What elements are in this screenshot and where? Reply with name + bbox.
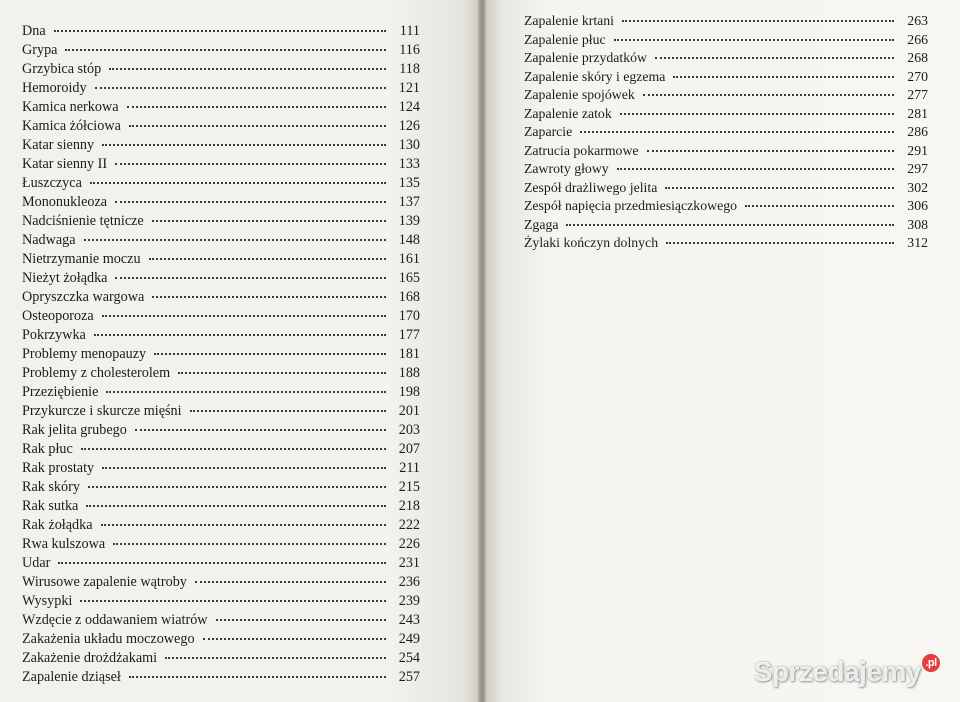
toc-entry-title: Rak żołądka [22, 517, 93, 533]
toc-entry [524, 68, 928, 87]
toc-entry [22, 630, 420, 649]
toc-entry-page-number: 222 [398, 517, 420, 533]
toc-entry [22, 497, 420, 516]
dot-leader [673, 76, 894, 78]
toc-entry [22, 535, 420, 554]
watermark-suffix: .pl [922, 654, 940, 672]
toc-entry-title: Rak płuc [22, 441, 73, 457]
toc-entry-title: Mononukleoza [22, 194, 108, 210]
toc-entry-title: Zapalenie spojówek [524, 87, 635, 102]
toc-entry-page-number: 286 [907, 124, 928, 139]
toc-entry-page-number: 302 [907, 179, 928, 195]
toc-entry-title: Łuszczyca [22, 175, 82, 191]
toc-entry-page-number: 126 [398, 118, 420, 134]
dot-leader [129, 676, 386, 678]
toc-entry [524, 142, 928, 161]
toc-entry-title: Zapalenie zatok [524, 105, 612, 121]
toc-entry [524, 12, 928, 31]
toc-entry-page-number: 312 [907, 235, 928, 250]
dot-leader [620, 113, 894, 115]
toc-entry [524, 160, 928, 179]
toc-entry [22, 345, 420, 364]
dot-leader [95, 87, 386, 89]
toc-entry [22, 231, 420, 250]
toc-entry-page-number: 188 [398, 365, 420, 381]
dot-leader [94, 334, 386, 336]
toc-entry [22, 250, 420, 269]
toc-entry-title: Pokrzywka [22, 327, 86, 343]
toc-entry-title: Problemy z cholesterolem [22, 365, 171, 381]
toc-entry-title: Kamica nerkowa [22, 99, 119, 115]
toc-entry-title: Rak prostaty [22, 460, 95, 476]
toc-entry [22, 440, 420, 459]
toc-list-right [524, 12, 928, 253]
toc-entry [22, 402, 420, 421]
toc-entry [524, 179, 928, 198]
toc-entry-page-number: 254 [398, 650, 420, 666]
dot-leader [106, 391, 386, 393]
toc-entry-page-number: 168 [398, 289, 420, 305]
toc-entry-title: Zakażenie drożdżakami [22, 650, 158, 666]
toc-entry [22, 573, 420, 592]
toc-entry-title: Zgaga [524, 216, 559, 232]
toc-entry [22, 668, 420, 687]
toc-entry [22, 193, 420, 212]
toc-entry-page-number: 215 [398, 479, 420, 495]
dot-leader [84, 239, 386, 241]
dot-leader [152, 296, 386, 298]
toc-entry-page-number: 239 [398, 593, 420, 609]
toc-entry-title: Rwa kulszowa [22, 536, 106, 552]
toc-entry-page-number: 266 [907, 31, 928, 47]
toc-entry-page-number: 257 [398, 669, 420, 685]
toc-entry-page-number: 291 [907, 142, 928, 158]
toc-entry-page-number: 226 [398, 536, 420, 552]
toc-entry-title: Kamica żółciowa [22, 118, 121, 134]
dot-leader [129, 125, 386, 127]
dot-leader [88, 486, 386, 488]
toc-entry-page-number: 277 [907, 87, 928, 102]
toc-entry-title: Katar sienny [22, 137, 95, 153]
toc-entry-title: Przykurcze i skurcze mięśni [22, 403, 182, 419]
dot-leader [127, 106, 386, 108]
toc-entry-title: Hemoroidy [22, 80, 87, 96]
toc-entry [22, 41, 420, 60]
toc-entry [22, 22, 420, 41]
dot-leader [115, 277, 386, 279]
right-page [482, 0, 960, 702]
toc-entry-title: Zespół napięcia przedmiesiączkowego [524, 198, 737, 213]
toc-entry-page-number: 124 [398, 99, 420, 115]
dot-leader [90, 182, 386, 184]
toc-entry-title: Grzybica stóp [22, 61, 102, 77]
toc-entry-title: Osteoporoza [22, 308, 94, 324]
toc-entry [22, 212, 420, 231]
dot-leader [101, 524, 386, 526]
book-gutter [478, 0, 486, 702]
toc-entry [22, 421, 420, 440]
toc-entry-page-number: 270 [907, 68, 928, 84]
dot-leader [190, 410, 386, 412]
toc-entry [22, 592, 420, 611]
toc-entry-title: Wirusowe zapalenie wątroby [22, 574, 187, 590]
toc-entry-title: Rak jelita grubego [22, 422, 127, 438]
dot-leader [647, 150, 894, 152]
dot-leader [113, 543, 386, 545]
dot-leader [203, 638, 386, 640]
toc-entry-title: Zatrucia pokarmowe [524, 142, 639, 158]
dot-leader [58, 562, 386, 564]
toc-entry [22, 364, 420, 383]
dot-leader [109, 68, 386, 70]
toc-entry [524, 31, 928, 50]
toc-entry-title: Zawroty głowy [524, 161, 609, 176]
dot-leader [617, 168, 894, 170]
dot-leader [566, 224, 894, 226]
dot-leader [580, 131, 894, 133]
toc-entry [22, 174, 420, 193]
dot-leader [115, 163, 386, 165]
toc-entry [22, 155, 420, 174]
dot-leader [135, 429, 386, 431]
toc-list-left [22, 22, 420, 687]
toc-entry-title: Zapalenie dziąseł [22, 669, 121, 685]
toc-entry-page-number: 306 [907, 198, 928, 213]
toc-entry-title: Zaparcie [524, 124, 573, 139]
toc-entry-page-number: 243 [398, 612, 420, 628]
toc-entry-page-number: 236 [398, 574, 420, 590]
toc-entry-page-number: 181 [398, 346, 420, 362]
toc-entry-title: Zapalenie przydatków [524, 50, 647, 65]
toc-entry-page-number: 249 [398, 631, 420, 647]
toc-entry-title: Wysypki [22, 593, 73, 609]
toc-entry-title: Rak sutka [22, 498, 79, 514]
toc-entry [22, 611, 420, 630]
dot-leader [622, 20, 894, 22]
toc-entry [22, 136, 420, 155]
toc-entry [22, 554, 420, 573]
toc-entry-page-number: 130 [398, 137, 420, 153]
dot-leader [178, 372, 386, 374]
toc-entry-page-number: 161 [398, 251, 420, 267]
toc-entry-title: Przeziębienie [22, 384, 99, 400]
toc-entry-title: Katar sienny II [22, 156, 108, 172]
toc-entry-page-number: 116 [399, 42, 420, 58]
dot-leader [152, 220, 386, 222]
dot-leader [745, 205, 894, 207]
toc-entry-title: Zapalenie krtani [524, 13, 615, 28]
toc-entry-page-number: 281 [907, 105, 928, 121]
toc-entry [524, 86, 928, 105]
toc-entry-title: Dna [22, 23, 46, 39]
toc-entry-page-number: 118 [399, 61, 420, 77]
toc-entry-title: Udar [22, 555, 51, 571]
toc-entry-page-number: 139 [398, 213, 420, 229]
watermark-brand: Sprzedajemy [753, 656, 921, 687]
toc-entry [524, 49, 928, 68]
toc-entry-page-number: 268 [907, 50, 928, 65]
toc-entry-page-number: 121 [398, 80, 420, 96]
toc-entry-title: Wzdęcie z oddawaniem wiatrów [22, 612, 208, 628]
toc-entry [22, 288, 420, 307]
dot-leader [102, 467, 386, 469]
dot-leader [665, 187, 894, 189]
toc-entry [22, 60, 420, 79]
toc-entry-page-number: 133 [398, 156, 420, 172]
toc-entry-title: Nietrzymanie moczu [22, 251, 141, 267]
toc-entry-page-number: 177 [398, 327, 420, 343]
toc-entry-page-number: 201 [398, 403, 420, 419]
toc-entry-title: Zapalenie skóry i egzema [524, 68, 666, 84]
toc-entry [22, 478, 420, 497]
toc-entry [524, 234, 928, 253]
dot-leader [115, 201, 386, 203]
toc-entry-title: Nadwaga [22, 232, 76, 248]
toc-entry [22, 649, 420, 668]
toc-entry [524, 216, 928, 235]
toc-entry [524, 197, 928, 216]
dot-leader [655, 57, 894, 59]
dot-leader [614, 39, 894, 41]
toc-entry-page-number: 165 [398, 270, 420, 286]
toc-entry [524, 105, 928, 124]
toc-entry-title: Grypa [22, 42, 58, 58]
dot-leader [81, 448, 386, 450]
toc-entry-title: Zespół drażliwego jelita [524, 179, 658, 195]
dot-leader [80, 600, 386, 602]
toc-entry-title: Problemy menopauzy [22, 346, 147, 362]
dot-leader [195, 581, 386, 583]
toc-entry-page-number: 137 [398, 194, 420, 210]
toc-entry-page-number: 263 [907, 13, 928, 28]
toc-entry-page-number: 211 [399, 460, 420, 476]
toc-entry-page-number: 111 [399, 23, 420, 39]
dot-leader [102, 144, 386, 146]
toc-entry-title: Nieżyt żołądka [22, 270, 108, 286]
dot-leader [149, 258, 386, 260]
dot-leader [65, 49, 386, 51]
toc-entry-page-number: 198 [398, 384, 420, 400]
toc-entry [22, 98, 420, 117]
toc-entry [22, 459, 420, 478]
toc-entry [22, 307, 420, 326]
toc-entry-page-number: 308 [907, 216, 928, 232]
dot-leader [54, 30, 386, 32]
toc-entry-title: Zakażenia układu moczowego [22, 631, 195, 647]
toc-entry-title: Zapalenie płuc [524, 31, 606, 47]
dot-leader [666, 242, 894, 244]
dot-leader [165, 657, 386, 659]
toc-entry-page-number: 297 [907, 161, 928, 176]
toc-entry-page-number: 207 [398, 441, 420, 457]
dot-leader [86, 505, 386, 507]
toc-entry [22, 516, 420, 535]
toc-entry-title: Żylaki kończyn dolnych [524, 235, 659, 250]
toc-entry-page-number: 148 [398, 232, 420, 248]
dot-leader [102, 315, 386, 317]
toc-entry [22, 269, 420, 288]
toc-entry-title: Opryszczka wargowa [22, 289, 145, 305]
toc-entry-page-number: 231 [398, 555, 420, 571]
dot-leader [154, 353, 386, 355]
dot-leader [216, 619, 386, 621]
dot-leader [643, 94, 894, 96]
toc-entry-page-number: 203 [398, 422, 420, 438]
toc-entry [22, 79, 420, 98]
toc-entry-page-number: 170 [398, 308, 420, 324]
watermark-logo [754, 656, 940, 688]
toc-entry-page-number: 135 [398, 175, 420, 191]
toc-entry [524, 123, 928, 142]
toc-entry-title: Nadciśnienie tętnicze [22, 213, 144, 229]
toc-entry-title: Rak skóry [22, 479, 80, 495]
toc-entry [22, 383, 420, 402]
toc-entry [22, 117, 420, 136]
toc-entry [22, 326, 420, 345]
toc-entry-page-number: 218 [398, 498, 420, 514]
